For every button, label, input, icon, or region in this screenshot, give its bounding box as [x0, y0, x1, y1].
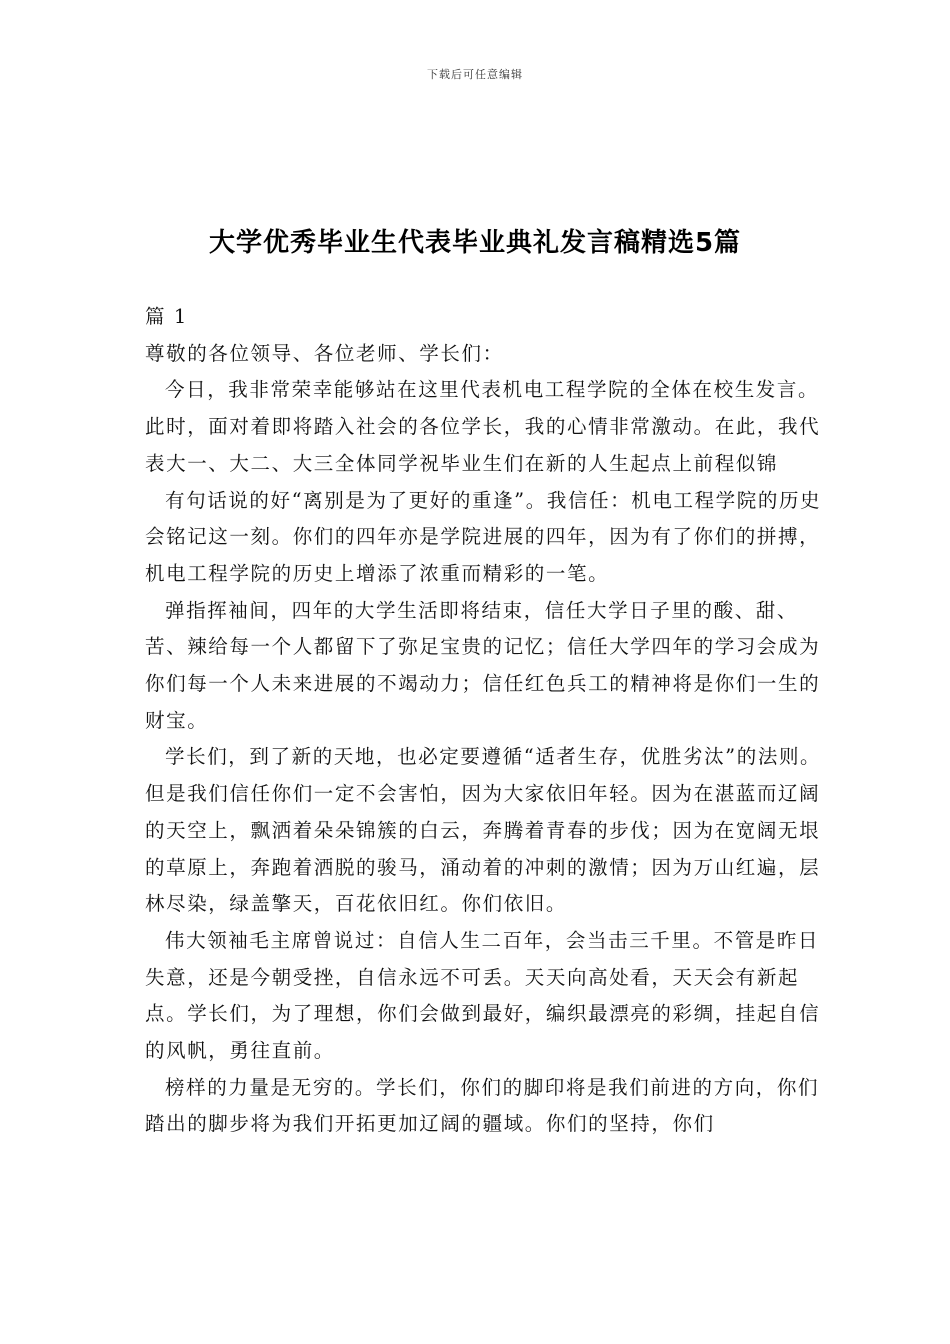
- salutation: 尊敬的各位领导、各位老师、学长们：: [145, 341, 504, 365]
- paragraph: 伟大领袖毛主席曾说过：自信人生二百年，会当击三千里。不管是昨日失意，还是今朝受挫，自信永远不可丢。天天向高处看，天天会有新起点。学长们，为了理想，你们会做到最好，编织最漂亮的彩绸，挂起自信的风帆，勇往直前。: [145, 928, 821, 1063]
- document-title: 大学优秀毕业生代表毕业典礼发言稿精选5篇: [208, 228, 742, 258]
- section-label: 篇 1: [145, 305, 188, 328]
- paragraph: 榜样的力量是无穷的。学长们，你们的脚印将是我们前进的方向，你们踏出的脚步将为我们开拓更加辽阔的疆域。你们的坚持，你们: [145, 1075, 820, 1136]
- paragraph: 弹指挥袖间，四年的大学生活即将结束，信任大学日子里的酸、甜、苦、辣给每一个人都留下了弥足宝贵的记忆；信任大学四年的学习会成为你们每一个人未来进展的不竭动力；信任红色兵工的精神将是你们一生的财宝。: [145, 598, 821, 732]
- page-header-note: 下载后可任意编辑: [427, 68, 523, 81]
- paragraph: 今日，我非常荣幸能够站在这里代表机电工程学院的全体在校生发言。此时，面对着即将踏入社会的各位学长，我的心情非常激动。在此，我代表大一、大二、大三全体同学祝毕业生们在新的人生起点上前程似锦: [145, 378, 821, 475]
- paragraph: 学长们，到了新的天地，也必定要遵循“适者生存，优胜劣汰”的法则。但是我们信任你们一定不会害怕，因为大家依旧年轻。因为在湛蓝而辽阔的天空上，飘洒着朵朵锦簇的白云，奔腾着青春的步伐；因为在宽阔无垠的草原上，奔跑着洒脱的骏马，涌动着的冲刺的激情；因为万山红遍，层林尽染，绿盖擎天，百花依旧红。你们依旧。: [145, 745, 822, 916]
- paragraph: 有句话说的好“离别是为了更好的重逢”。我信任：机电工程学院的历史会铭记这一刻。你们的四年亦是学院进展的四年，因为有了你们的拼搏，机电工程学院的历史上增添了浓重而精彩的一笔。: [145, 488, 822, 585]
- document-body: [145, 299, 830, 1143]
